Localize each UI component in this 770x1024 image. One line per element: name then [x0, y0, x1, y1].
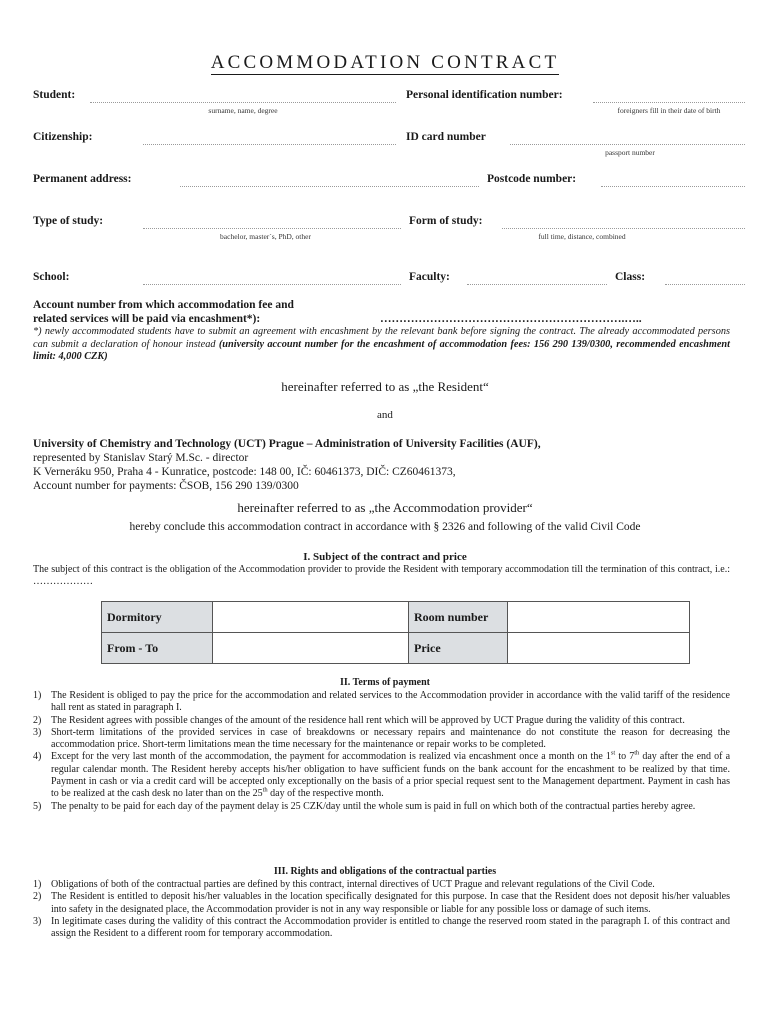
list-item: 5) The penalty to be paid for each day of the payment delay is 25 CZK/day until the whole sum is paid in full on which both of the contractual parties hereby agree.: [33, 800, 696, 812]
resident-reference: hereinafter referred to as „the Resident“: [281, 379, 489, 394]
type-field[interactable]: [143, 228, 401, 229]
idcard-field[interactable]: [510, 144, 745, 145]
list-item: 3) In legitimate cases during the validity of this contract the Accommodation provider is entitled to change the reserved room stated in the paragraph I. of this contract and assign the Resident to a different room for temporary accommodation.: [33, 915, 730, 940]
student-label: Student:: [33, 89, 76, 101]
postcode-label: Postcode number:: [487, 173, 577, 185]
account-field[interactable]: ……………………………………………………….…..: [380, 313, 642, 325]
pin-field[interactable]: [593, 102, 745, 103]
provider-reference: hereinafter referred to as „the Accommodation provider“: [237, 500, 533, 515]
provider-account: Account number for payments: ČSOB, 156 290 139/0300: [33, 480, 299, 492]
idcard-hint: passport number: [605, 148, 655, 157]
from-to-label: From - To: [102, 633, 213, 664]
postcode-field[interactable]: [601, 186, 745, 187]
provider-name: University of Chemistry and Technology (UCT) Prague – Administration of University Facilities (AUF),: [33, 438, 541, 450]
dormitory-label: Dormitory: [102, 602, 213, 633]
price-cell[interactable]: [508, 633, 690, 664]
provider-represented: represented by Stanislav Starý M.Sc. - director: [33, 452, 249, 464]
room-number-label: Room number: [409, 602, 508, 633]
accommodation-table: [101, 601, 690, 664]
class-label: Class:: [615, 271, 646, 283]
dormitory-cell[interactable]: [213, 602, 409, 633]
class-field[interactable]: [665, 284, 745, 285]
section1-heading: I. Subject of the contract and price: [303, 551, 467, 563]
list-item: 1) Obligations of both of the contractual parties are defined by this contract, internal directives of UCT Prague and relevant regulations of the Civil Code.: [33, 879, 655, 890]
pin-label: Personal identification number:: [406, 89, 563, 101]
list-item: 2) The Resident is entitled to deposit his/her valuables in the location specifically designated for this purpose. In case that the Resident does not deposit his/her valuables into safety in the designated place, the Accommodation provider is not in any way responsible or liable for any possible loss or damage of such items.: [33, 891, 730, 915]
list-item: 3) Short-term limitations of the provided services in case of breakdowns or necessary repairs and maintenance do not constitute the reason for decreasing the accommodation price. Short-term limitations mean the time necessary for the maintenance or repair works to be completed.: [33, 726, 730, 751]
student-field[interactable]: [90, 102, 396, 103]
rights-obligations-list: [33, 879, 730, 940]
address-label: Permanent address:: [33, 173, 132, 185]
form-label: Form of study:: [409, 215, 483, 227]
student-hint: surname, name, degree: [208, 106, 278, 115]
address-field[interactable]: [180, 186, 479, 187]
from-to-cell[interactable]: [213, 633, 409, 664]
type-hint: bachelor, master´s, PhD, other: [220, 232, 311, 241]
school-field[interactable]: [143, 284, 401, 285]
price-label: Price: [409, 633, 508, 664]
faculty-field[interactable]: [467, 284, 607, 285]
school-label: School:: [33, 271, 70, 283]
payment-terms-list: [33, 690, 730, 813]
citizenship-field[interactable]: [143, 144, 396, 145]
provider-block: [33, 437, 541, 493]
section2-heading: II. Terms of payment: [339, 677, 430, 688]
account-label-line2: related services will be paid via encashment*):: [33, 313, 261, 325]
section1-text: The subject of this contract is the obligation of the Accommodation provider to provide the Resident with temporary accommodation till the termination of this contract, i.e.: ………………: [33, 564, 730, 588]
account-note: *) newly accommodated students have to submit an agreement with encashment by the relevant bank before signing the contract. The already accommodated persons can submit a declaration of honour instead (university account number for the encashment of accommodation fees: 156 290 139/0300, recommended encashment limit: 4,000 CZK): [33, 326, 730, 362]
and-text: and: [377, 409, 393, 421]
section3-heading: III. Rights and obligations of the contractual parties: [273, 866, 497, 877]
list-item: 4) Except for the very last month of the accommodation, the payment for accommodation is realized via encashment once a month on the 1st to 7th day after the end of a regular calendar month. The Resident hereby accepts his/her obligation to have sufficient funds on the bank account for the encashment to be realized by that time. Payment in cash or via a credit card will be accepted only exceptionally on the basis of a prior special request sent to the Management department. Payment in cash has to be realized at the cash desk no later than on the 25th day of the respective month.: [33, 750, 731, 800]
form-hint: full time, distance, combined: [538, 232, 626, 241]
provider-address: K Verneráku 950, Praha 4 - Kunratice, postcode: 148 00, IČ: 60461373, DIČ: CZ60461373,: [33, 466, 456, 478]
list-item: 1) The Resident is obliged to pay the price for the accommodation and related services to the Accommodation provider in accordance with the valid tariff of the residence hall rent as stated in paragraph I.: [33, 690, 730, 714]
citizenship-label: Citizenship:: [33, 131, 93, 143]
conclude-text: hereby conclude this accommodation contract in accordance with § 2326 and following of the valid Civil Code: [129, 521, 641, 533]
document-title: ACCOMMODATION CONTRACT: [210, 52, 560, 73]
faculty-label: Faculty:: [409, 271, 450, 283]
type-label: Type of study:: [33, 215, 104, 227]
idcard-label: ID card number: [406, 131, 486, 143]
form-field[interactable]: [502, 228, 745, 229]
room-number-cell[interactable]: [508, 602, 690, 633]
pin-hint: foreigners fill in their date of birth: [617, 106, 721, 115]
account-label-line1: Account number from which accommodation fee and: [33, 299, 294, 311]
list-item: 2) The Resident agrees with possible changes of the amount of the residence hall rent which will be approved by UCT Prague during the validity of this contract.: [33, 714, 685, 726]
